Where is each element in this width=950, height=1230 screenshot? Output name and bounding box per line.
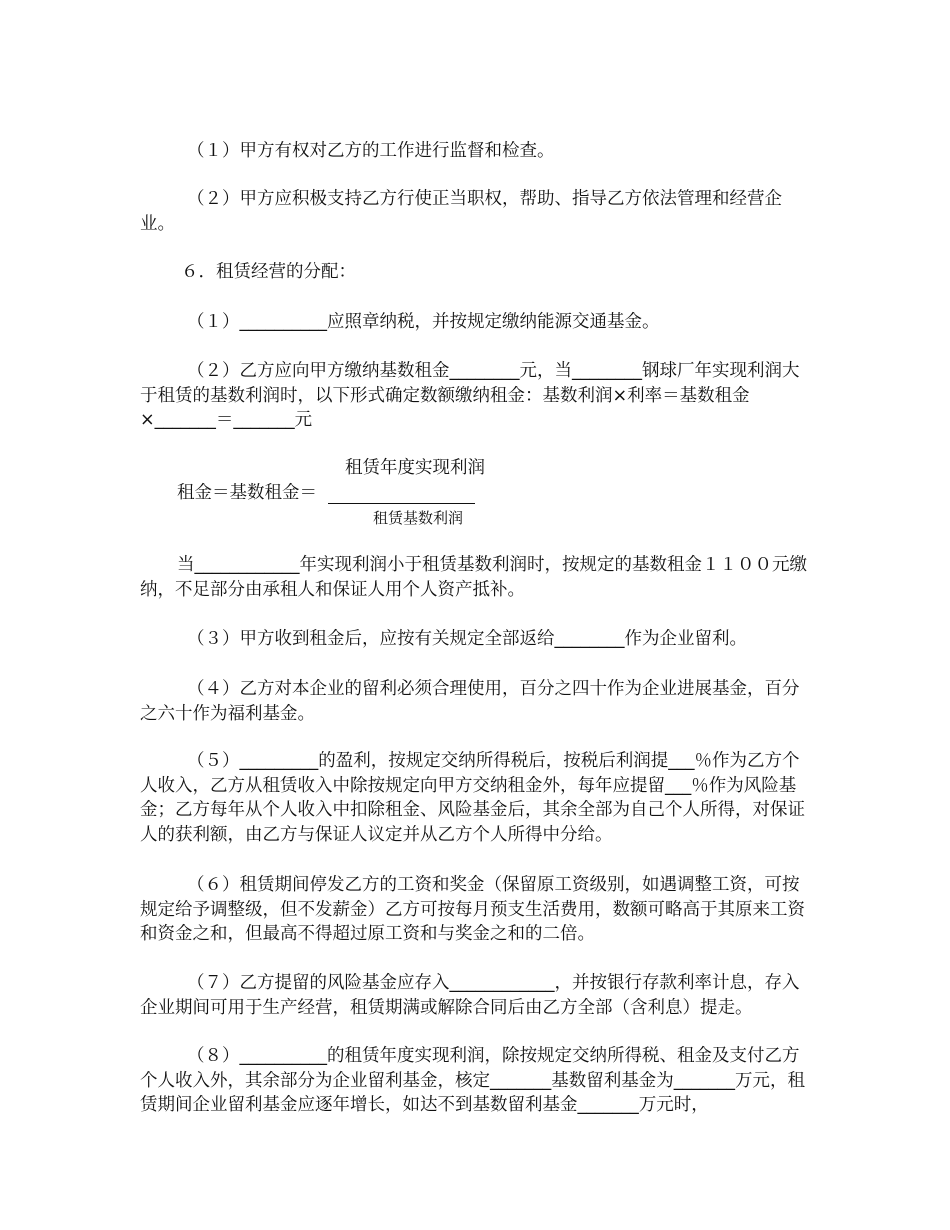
formula-denominator: 租赁基数利润 xyxy=(373,509,464,527)
clause-6-1: （１）__________应照章纳税，并按规定缴纳能源交通基金。 xyxy=(187,312,660,332)
clause-6-8: （８）__________的租赁年度实现利润，除按规定交纳所得税、租金及支付乙方个人收入外，其余部分为企业留利基金，核定_______基数留利基金为_______万元，租赁期间企业留利基金应逐年增长，如达不到基数留利基金_______万元时， xyxy=(140,1046,805,1115)
fraction-bar xyxy=(328,503,475,504)
formula-lhs: 租金＝基数租金＝ xyxy=(177,483,317,503)
clause-6-4: （４）乙方对本企业的留利必须合理使用，百分之四十作为企业进展基金，百分之六十作为福利基金。 xyxy=(140,679,800,724)
clause-6-2-shortfall: 当____________年实现利润小于租赁基数利润时，按规定的基数租金１１００元缴纳，不足部分由承租人和保证人用个人资产抵补。 xyxy=(140,555,807,600)
formula-numerator: 租赁年度实现利润 xyxy=(345,458,485,478)
clause-6-7: （７）乙方提留的风险基金应存入____________，并按银行存款利率计息，存入企业期间可用于生产经营，租赁期满或解除合同后由乙方全部（含利息）提走。 xyxy=(140,973,800,1018)
clause-2: （２）甲方应积极支持乙方行使正当职权，帮助、指导乙方依法管理和经营企业。 xyxy=(140,189,782,234)
clause-6-2: （２）乙方应向甲方缴纳基数租金________元，当________钢球厂年实现利润大于租赁的基数利润时，以下形式确定数额缴纳租金：基数利润×利率＝基数租金×_______＝_______元 xyxy=(140,361,800,430)
clause-6-3: （３）甲方收到租金后，应按有关规定全部返给________作为企业留利。 xyxy=(187,629,747,649)
section-6-heading: ６．租赁经营的分配： xyxy=(181,262,356,282)
clause-1: （１）甲方有权对乙方的工作进行监督和检查。 xyxy=(187,141,555,161)
clause-6-6: （６）租赁期间停发乙方的工资和奖金（保留原工资级别，如遇调整工资，可按规定给予调整级，但不发薪金）乙方可按每月预支生活费用，数额可略高于其原来工资和资金之和，但最高不得超过原工资和与奖金之和的二倍。 xyxy=(140,875,805,944)
clause-6-5: （５）_________的盈利，按规定交纳所得税后，按税后利润提___％作为乙方个人收入，乙方从租赁收入中除按规定向甲方交纳租金外，每年应提留___％作为风险基金；乙方每年从个人收入中扣除租金、风险基金后，其余全部为自己个人所得，对保证人的获利额，由乙方与保证人议定并从乙方个人所得中分给。 xyxy=(140,751,805,845)
